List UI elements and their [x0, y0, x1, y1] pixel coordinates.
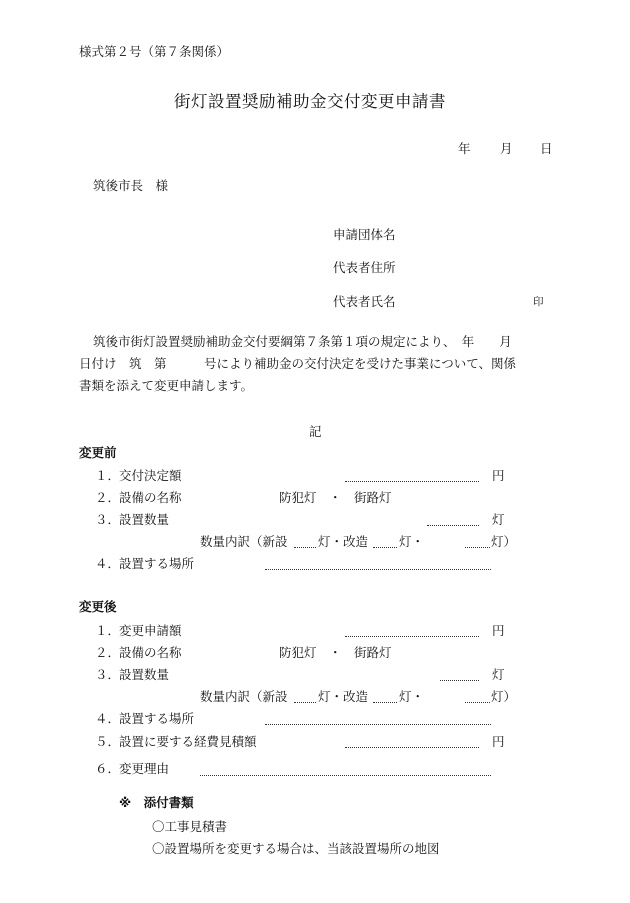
- after-breakdown-other-field[interactable]: [465, 702, 490, 703]
- before-item3-label: 設置数量: [119, 512, 170, 527]
- after-item1-field[interactable]: [345, 636, 479, 637]
- before-heading: 変更前: [79, 445, 117, 460]
- before-breakdown-c: 灯）: [491, 534, 517, 549]
- after-breakdown-new-field[interactable]: [294, 702, 316, 703]
- document-title: 街灯設置奨励補助金交付変更申請書: [174, 92, 446, 111]
- after-item6-label: 変更理由: [119, 761, 170, 776]
- after-item2-options: 防犯灯 ・ 街路灯: [279, 645, 392, 660]
- applicant-group-label: 申請団体名: [333, 227, 396, 242]
- date-month: 月: [500, 141, 513, 156]
- seal-mark: 印: [533, 296, 544, 308]
- before-item4-field[interactable]: [265, 569, 491, 570]
- before-breakdown-b: 灯・: [399, 534, 425, 549]
- attachments-heading: ※ 添付書類: [119, 795, 194, 810]
- after-item2-no: ２．: [95, 645, 121, 660]
- before-item4-label: 設置する場所: [119, 556, 195, 571]
- before-item1-no: １．: [95, 468, 121, 483]
- date-year: 年: [458, 141, 471, 156]
- before-breakdown-a: 灯・改造: [318, 534, 369, 549]
- addressee: 筑後市長 様: [93, 178, 169, 193]
- before-item2-no: ２．: [95, 490, 121, 505]
- after-item5-unit: 円: [492, 734, 505, 749]
- before-item3-unit: 灯: [492, 512, 505, 527]
- after-heading: 変更後: [79, 599, 117, 614]
- after-item5-label: 設置に要する経費見積額: [119, 734, 257, 749]
- before-item1-field[interactable]: [345, 481, 479, 482]
- before-item4-no: ４．: [95, 556, 121, 571]
- after-breakdown-a: 灯・改造: [318, 689, 369, 704]
- after-item3-unit: 灯: [492, 667, 505, 682]
- date-day: 日: [540, 141, 553, 156]
- after-item3-no: ３．: [95, 667, 121, 682]
- after-item2-label: 設備の名称: [119, 645, 182, 660]
- after-item4-field[interactable]: [265, 724, 491, 725]
- after-breakdown-b: 灯・: [399, 689, 425, 704]
- body-line-2: 日付け 筑 第 号により補助金の交付決定を受けた事業について、関係: [79, 356, 517, 371]
- before-breakdown-other-field[interactable]: [465, 547, 490, 548]
- before-item3-field[interactable]: [427, 525, 479, 526]
- before-item1-label: 交付決定額: [119, 468, 182, 483]
- after-item5-no: ５．: [95, 734, 121, 749]
- after-item1-no: １．: [95, 623, 121, 638]
- after-item4-no: ４．: [95, 711, 121, 726]
- before-breakdown-label: 数量内訳（新設: [200, 534, 288, 549]
- before-item2-options: 防犯灯 ・ 街路灯: [279, 490, 392, 505]
- after-breakdown-label: 数量内訳（新設: [200, 689, 288, 704]
- ki-label: 記: [309, 424, 322, 439]
- before-breakdown-renovate-field[interactable]: [373, 547, 397, 548]
- after-item3-label: 設置数量: [119, 667, 170, 682]
- attachment-item: 〇設置場所を変更する場合は、当該設置場所の地図: [152, 841, 440, 856]
- attachment-item: 〇工事見積書: [152, 819, 228, 834]
- after-item1-unit: 円: [492, 623, 505, 638]
- after-item6-no: ６．: [95, 761, 121, 776]
- after-breakdown-renovate-field[interactable]: [373, 702, 397, 703]
- after-item5-field[interactable]: [345, 747, 479, 748]
- before-item2-label: 設備の名称: [119, 490, 182, 505]
- before-item1-unit: 円: [492, 468, 505, 483]
- applicant-address-label: 代表者住所: [333, 260, 396, 275]
- before-item3-no: ３．: [95, 512, 121, 527]
- after-item6-field[interactable]: [200, 775, 491, 776]
- before-breakdown-new-field[interactable]: [294, 547, 316, 548]
- applicant-name-label: 代表者氏名: [333, 294, 396, 309]
- after-item3-field[interactable]: [440, 680, 479, 681]
- form-number: 様式第２号（第７条関係）: [79, 44, 230, 59]
- after-item4-label: 設置する場所: [119, 711, 195, 726]
- body-line-1: 筑後市街灯設置奨励補助金交付要綱第７条第１項の規定により、 年 月: [93, 334, 512, 349]
- body-line-3: 書類を添えて変更申請します。: [79, 378, 254, 393]
- after-breakdown-c: 灯）: [491, 689, 517, 704]
- after-item1-label: 変更申請額: [119, 623, 182, 638]
